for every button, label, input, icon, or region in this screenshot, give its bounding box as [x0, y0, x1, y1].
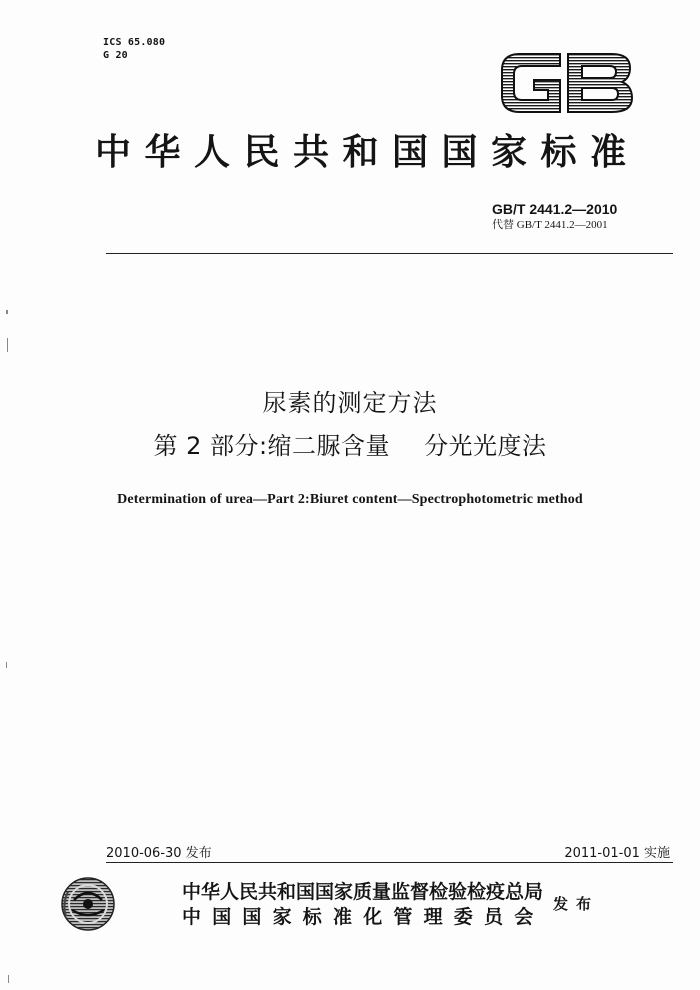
scan-artifact: [6, 310, 8, 314]
ccs-code: G 20: [103, 50, 128, 61]
issuing-authority-seal-icon: [60, 876, 116, 932]
publish-label: 发布: [553, 895, 600, 913]
header-divider: [106, 253, 673, 254]
replaces-standard: 代替 GB/T 2441.2—2001: [492, 219, 608, 231]
standard-number: GB/T 2441.2—2010: [492, 201, 618, 217]
scan-artifact: [6, 662, 7, 668]
issuer-sac: 中国国家标准化管理委员会: [182, 906, 545, 928]
issuing-authorities: [182, 880, 544, 930]
national-standard-title: 中华人民共和国国家标准: [95, 131, 640, 173]
issue-date: 2010-06-30 发布: [106, 846, 212, 861]
document-title-line2: [0, 426, 700, 466]
scan-artifact: [8, 975, 9, 983]
implementation-date: 2011-01-01 实施: [564, 846, 670, 861]
gb-logo-icon: [498, 48, 636, 118]
document-title-line1: 尿素的测定方法: [262, 389, 438, 417]
ics-code: ICS 65.080: [103, 37, 166, 48]
document-title-part: 第 2 部分:缩二脲含量: [153, 432, 391, 460]
footer-divider: [106, 862, 673, 863]
english-title: Determination of urea—Part 2:Biuret content—Spectrophotometric method: [117, 492, 583, 507]
scan-artifact: [7, 338, 8, 352]
document-title-method: 分光光度法: [424, 432, 547, 460]
standard-number-block: [492, 201, 662, 233]
issuer-aqsiq: 中华人民共和国国家质量监督检验检疫总局: [182, 881, 544, 903]
classification-codes: [103, 36, 165, 62]
